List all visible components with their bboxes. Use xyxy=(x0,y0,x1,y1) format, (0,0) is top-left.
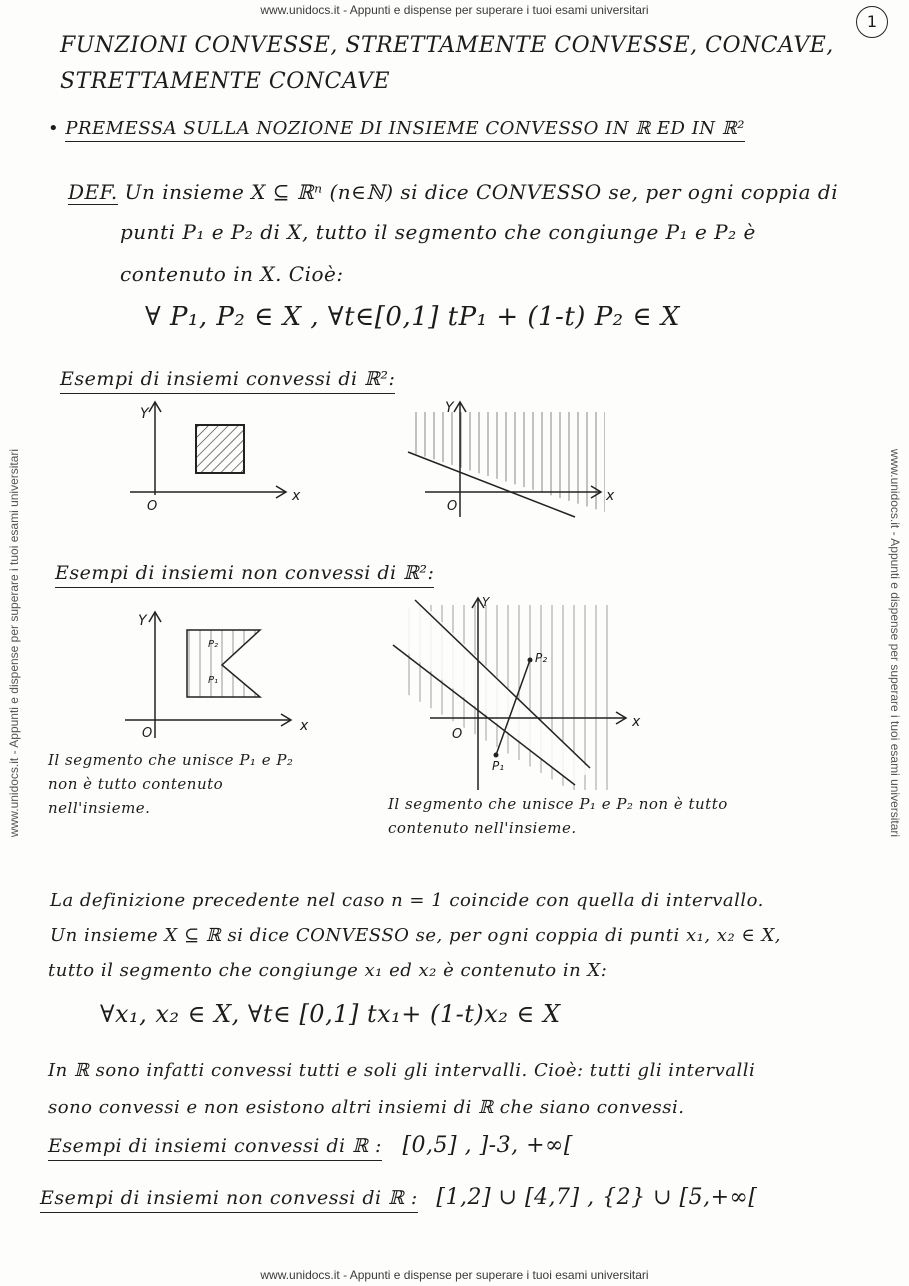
r1-line-2: Un insieme X ⊆ ℝ si dice CONVESSO se, per ogni coppia di punti x₁, x₂ ∈ X, xyxy=(50,925,781,946)
fig4-p2-label: P₂ xyxy=(535,651,548,665)
premessa-heading: • PREMESSA SULLA NOZIONE DI INSIEME CONVESSO IN ℝ ED IN ℝ² xyxy=(48,118,745,139)
fig2-origin-label: O xyxy=(447,499,458,514)
definition-line-3: contenuto in X. Cioè: xyxy=(120,262,344,286)
figure-convex-square xyxy=(130,402,301,514)
r1-formula: ∀x₁, x₂ ∈ X, ∀t∈ [0,1] tx₁+ (1-t)x₂ ∈ X xyxy=(100,1000,561,1028)
r1-line-4: In ℝ sono infatti convessi tutti e soli gli intervalli. Cioè: tutti gli intervalli xyxy=(48,1060,756,1081)
fig3-p2-label: P₂ xyxy=(208,639,219,650)
convex-r2-heading: Esempi di insiemi convessi di ℝ²: xyxy=(60,368,395,394)
r1-line-1: La definizione precedente nel caso n = 1 coincide con quella di intervallo. xyxy=(50,890,764,911)
definition-formula: ∀ P₁, P₂ ∈ X , ∀t∈[0,1] tP₁ + (1-t) P₂ ∈ X xyxy=(145,302,680,332)
definition-text-1: Un insieme X ⊆ ℝⁿ (n∈ℕ) si dice CONVESSO se, per ogni coppia di xyxy=(124,180,839,204)
r1-line-3: tutto il segmento che congiunge x₁ ed x₂ è contenuto in X: xyxy=(48,960,608,981)
r1-convex-label: Esempi di insiemi convessi di ℝ : xyxy=(48,1135,382,1161)
page-number: 1 xyxy=(856,6,888,38)
r1-nonconvex-examples: [1,2] ∪ [4,7] , {2} ∪ [5,+∞[ xyxy=(436,1185,758,1210)
fig2-x-label: x xyxy=(606,488,615,504)
watermark-right: www.unidocs.it - Appunti e dispense per superare i tuoi esami universitari xyxy=(888,448,902,838)
fig1-y-label: Y xyxy=(140,406,149,422)
fig1-origin-label: O xyxy=(147,499,158,514)
fig3-x-label: x xyxy=(300,718,309,734)
fig2-y-label: Y xyxy=(445,400,454,416)
fig3-p1-label: P₁ xyxy=(208,675,219,686)
fig3-y-label: Y xyxy=(138,613,147,629)
fig4-p1-label: P₁ xyxy=(492,759,505,773)
premessa-text: PREMESSA SULLA NOZIONE DI INSIEME CONVESSO IN ℝ ED IN ℝ² xyxy=(65,118,745,142)
fig4-x-label: x xyxy=(632,714,641,730)
fig4-y-label: Y xyxy=(482,595,490,609)
fig1-x-label: x xyxy=(292,488,301,504)
r1-convex-row xyxy=(48,1133,573,1158)
watermark-bottom: www.unidocs.it - Appunti e dispense per superare i tuoi esami universitari xyxy=(260,1268,649,1282)
r1-nonconvex-label: Esempi di insiemi non convessi di ℝ : xyxy=(40,1187,418,1213)
r1-nonconvex-row xyxy=(40,1185,757,1210)
caption-left: Il segmento che unisce P₁ e P₂ non è tutto contenuto nell'insieme. xyxy=(48,751,294,817)
caption-right: Il segmento che unisce P₁ e P₂ non è tutto contenuto nell'insieme. xyxy=(388,795,728,837)
figure-convex-halfplane xyxy=(408,400,615,517)
r1-convex-examples: [0,5] , ]-3, +∞[ xyxy=(402,1133,573,1158)
figure-nonconvex-strip xyxy=(393,595,641,790)
definition-label: DEF. xyxy=(68,180,118,204)
watermark-top: www.unidocs.it - Appunti e dispense per superare i tuoi esami universitari xyxy=(260,3,649,17)
figure-nonconvex-notch xyxy=(125,612,309,741)
definition-line-2: punti P₁ e P₂ di X, tutto il segmento che congiunge P₁ e P₂ è xyxy=(120,220,756,244)
r1-line-5: sono convessi e non esistono altri insiemi di ℝ che siano convessi. xyxy=(48,1097,685,1118)
page-title: FUNZIONI CONVESSE, STRETTAMENTE CONVESSE, CONCAVE, STRETTAMENTE CONCAVE xyxy=(60,33,834,94)
watermark-left: www.unidocs.it - Appunti e dispense per superare i tuoi esami universitari xyxy=(7,448,21,838)
fig3-origin-label: O xyxy=(142,726,153,741)
fig4-origin-label: O xyxy=(452,727,463,742)
nonconvex-r2-heading: Esempi di insiemi non convessi di ℝ²: xyxy=(55,562,434,588)
